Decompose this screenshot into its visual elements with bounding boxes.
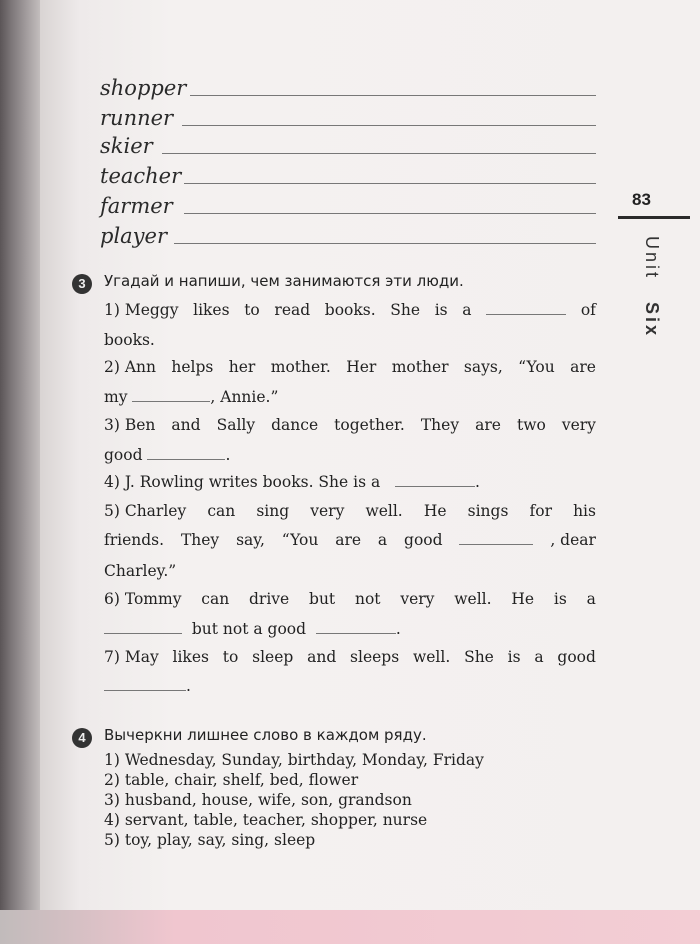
word-row-player bbox=[100, 220, 600, 250]
handwritten-word: farmer bbox=[100, 194, 173, 218]
sentence-1-cont: books. bbox=[104, 331, 155, 349]
answer-blank[interactable] bbox=[132, 387, 210, 402]
handwritten-word: teacher bbox=[100, 164, 182, 188]
exercise-instruction: Угадай и напиши, чем занимаются эти люди. bbox=[104, 272, 464, 290]
word-series-item[interactable]: 1) Wednesday, Sunday, birthday, Monday, Friday bbox=[104, 751, 484, 769]
word-row-runner bbox=[100, 102, 600, 132]
sentence-5-end: Charley.” bbox=[104, 562, 177, 580]
sentence-3: 3) Ben and Sally dance together. They are two very bbox=[104, 416, 596, 434]
exercise-number-badge: 3 bbox=[72, 274, 92, 294]
handwritten-word: runner bbox=[100, 106, 174, 130]
word-row-farmer bbox=[100, 190, 600, 220]
sentence-5: 5) Charley can sing very well. He sings for his bbox=[104, 502, 596, 520]
handwritten-word: player bbox=[100, 224, 168, 248]
page-number: 83 bbox=[632, 190, 651, 209]
sentence-7: 7) May likes to sleep and sleeps well. She is a good bbox=[104, 648, 596, 666]
sentence-5-cont: friends. They say, “You are a good , dear bbox=[104, 531, 596, 549]
writing-line[interactable] bbox=[174, 243, 596, 244]
unit-tab bbox=[636, 236, 662, 356]
word-series-item[interactable]: 2) table, chair, shelf, bed, flower bbox=[104, 771, 359, 789]
word-row-teacher bbox=[100, 160, 600, 190]
word-series-item[interactable]: 4) servant, table, teacher, shopper, nurse bbox=[104, 811, 428, 829]
exercise-number-badge: 4 bbox=[72, 728, 92, 748]
writing-line[interactable] bbox=[184, 213, 596, 214]
word-row-skier bbox=[100, 130, 600, 160]
writing-line[interactable] bbox=[182, 125, 596, 126]
handwritten-word: shopper bbox=[100, 76, 187, 100]
sentence-7-cont: . bbox=[104, 676, 596, 696]
answer-blank[interactable] bbox=[316, 619, 396, 634]
word-series-item[interactable]: 3) husband, house, wife, son, grandson bbox=[104, 791, 412, 809]
writing-line[interactable] bbox=[190, 95, 596, 96]
answer-blank[interactable] bbox=[147, 445, 225, 460]
answer-blank[interactable] bbox=[486, 300, 566, 315]
unit-name: Six bbox=[642, 302, 662, 339]
answer-blank[interactable] bbox=[395, 472, 475, 487]
writing-line[interactable] bbox=[162, 153, 596, 154]
answer-blank[interactable] bbox=[104, 676, 186, 691]
sentence-6: 6) Tommy can drive but not very well. He is a bbox=[104, 590, 596, 608]
sentence-2: 2) Ann helps her mother. Her mother says, “You are bbox=[104, 358, 596, 376]
answer-blank[interactable] bbox=[459, 530, 533, 545]
word-series-item[interactable]: 5) toy, play, say, sing, sleep bbox=[104, 831, 316, 849]
sentence-3-cont: good . bbox=[104, 446, 231, 464]
exercise-instruction: Вычеркни лишнее слово в каждом ряду. bbox=[104, 726, 427, 744]
tab-divider bbox=[618, 216, 690, 219]
answer-blank[interactable] bbox=[104, 619, 182, 634]
writing-line[interactable] bbox=[184, 183, 596, 184]
unit-word: Unit bbox=[642, 236, 662, 281]
page-bottom-edge bbox=[0, 910, 700, 944]
handwritten-word: skier bbox=[100, 134, 153, 158]
sentence-6-cont: but not a good . bbox=[104, 619, 596, 639]
sentence-4: 4) J. Rowling writes books. She is a . bbox=[104, 473, 480, 491]
word-row-shopper bbox=[100, 72, 600, 102]
sentence-2-cont: my , Annie.” bbox=[104, 388, 279, 406]
sentence-1: 1) Meggy likes to read books. She is a of bbox=[104, 301, 596, 319]
